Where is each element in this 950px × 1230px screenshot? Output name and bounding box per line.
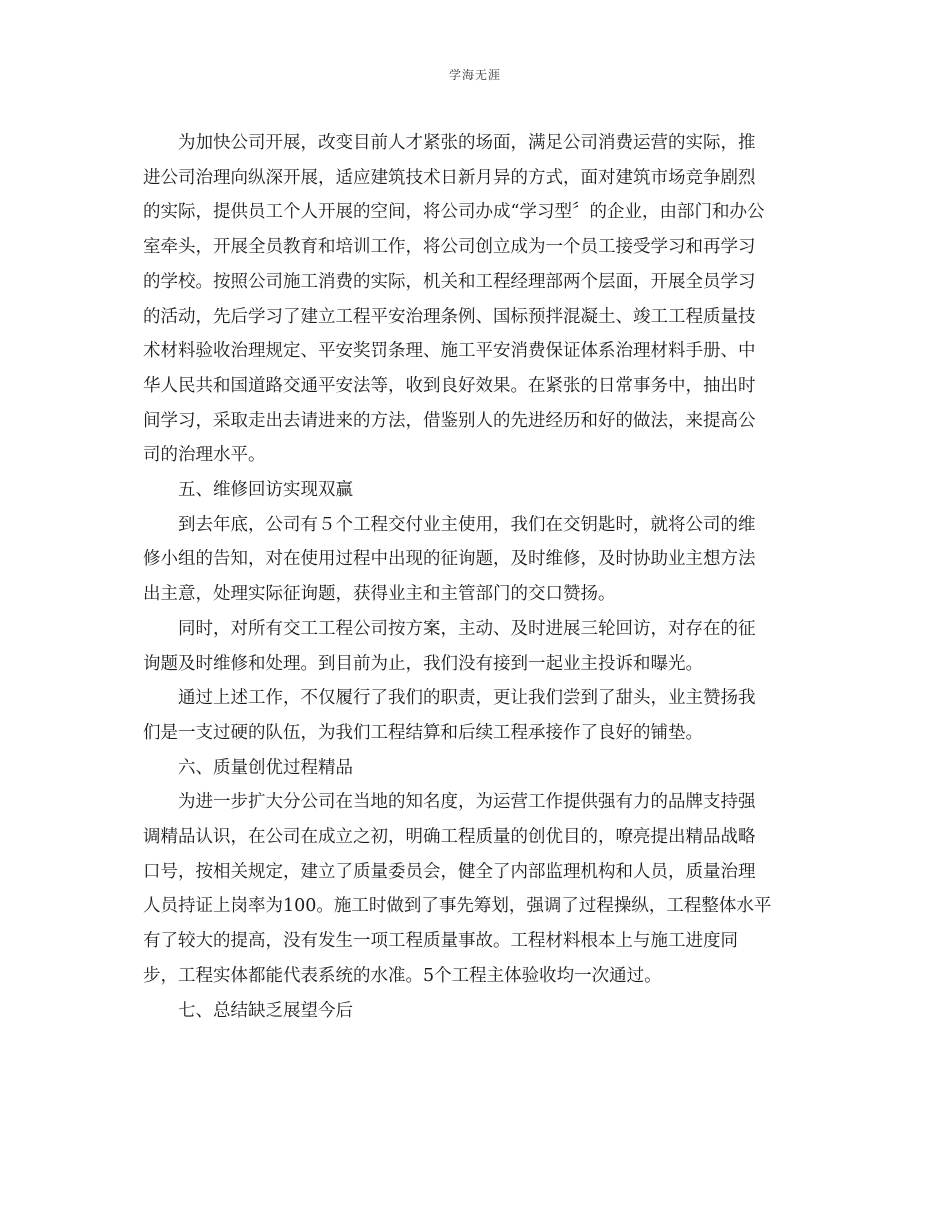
section-heading: 五、维修回访实现双赢 (178, 480, 353, 501)
paragraph-line: 人员持证上岗率为100。施工时做到了事先筹划，强调了过程操纵，工程整体水平 (143, 896, 772, 917)
page-header: 学海无涯 (448, 68, 501, 82)
paragraph (143, 785, 811, 993)
paragraph-line: 术材料验收治理规定、平安奖罚条理、施工平安消费保证体系治理材料手册、中 (143, 341, 756, 362)
paragraph-line: 为进一步扩大分公司在当地的知名度，为运营工作提供强有力的品牌支持强 (178, 792, 756, 813)
paragraph-line: 同时，对所有交工工程公司按方案，主动、及时进展三轮回访，对存在的征 (178, 618, 756, 639)
paragraph-line: 进公司治理向纵深开展，适应建筑技术日新月异的方式，面对建筑市场竞争剧烈 (143, 167, 756, 188)
paragraph-line: 询题及时维修和处理。到目前为止，我们没有接到一起业主投诉和曝光。 (143, 653, 703, 674)
paragraph-line: 的学校。按照公司施工消费的实际，机关和工程经理部两个层面，开展全员学习 (143, 271, 756, 292)
paragraph-line: 有了较大的提高，没有发生一项工程质量事故。工程材料根本上与施工进度同 (143, 931, 738, 952)
paragraph (143, 126, 811, 473)
paragraph-line: 司的治理水平。 (143, 445, 266, 466)
paragraph-line: 调精品认识，在公司在成立之初，明确工程质量的创优目的，嘹亮提出精品战略 (143, 827, 756, 848)
paragraph-line: 出主意，处理实际征询题，获得业主和主管部门的交口赞扬。 (143, 584, 616, 605)
section-heading: 七、总结缺乏展望今后 (178, 1000, 353, 1021)
paragraph-line: 间学习，采取走出去请进来的方法，借鉴别人的先进经历和好的做法，来提高公 (143, 410, 756, 431)
paragraph-line: 步，工程实体都能代表系统的水准。5个工程主体验收均一次通过。 (143, 965, 662, 986)
paragraph-line: 修小组的告知，对在使用过程中出现的征询题，及时维修，及时协助业主想方法 (143, 549, 756, 570)
paragraph-line: 口号，按相关规定，建立了质量委员会，健全了内部监理机构和人员，质量治理 (143, 861, 756, 882)
paragraph (143, 508, 811, 612)
paragraph-line: 室牵头，开展全员教育和培训工作，将公司创立成为一个员工接受学习和再学习 (143, 237, 756, 258)
section-heading: 六、质量创优过程精品 (178, 757, 353, 778)
document-body (143, 126, 811, 1028)
paragraph-line: 的活动，先后学习了建立工程平安治理条例、国标预拌混凝土、竣工工程质量技 (143, 306, 756, 327)
paragraph (143, 612, 811, 681)
paragraph-line: 为加快公司开展，改变目前人才紧张的场面，满足公司消费运营的实际，推 (178, 133, 756, 153)
paragraph-line: 们是一支过硬的队伍，为我们工程结算和后续工程承接作了良好的铺垫。 (143, 722, 703, 743)
paragraph-line: 到去年底，公司有５个工程交付业主使用，我们在交钥匙时，就将公司的维 (178, 514, 756, 535)
paragraph-line: 的实际，提供员工个人开展的空间，将公司办成“学习型〞的企业，由部门和办公 (143, 202, 765, 223)
paragraph (143, 681, 811, 750)
paragraph-line: 通过上述工作，不仅履行了我们的职责，更让我们尝到了甜头，业主赞扬我 (178, 688, 756, 709)
paragraph-line: 华人民共和国道路交通平安法等，收到良好效果。在紧张的日常事务中，抽出时 (143, 375, 756, 396)
